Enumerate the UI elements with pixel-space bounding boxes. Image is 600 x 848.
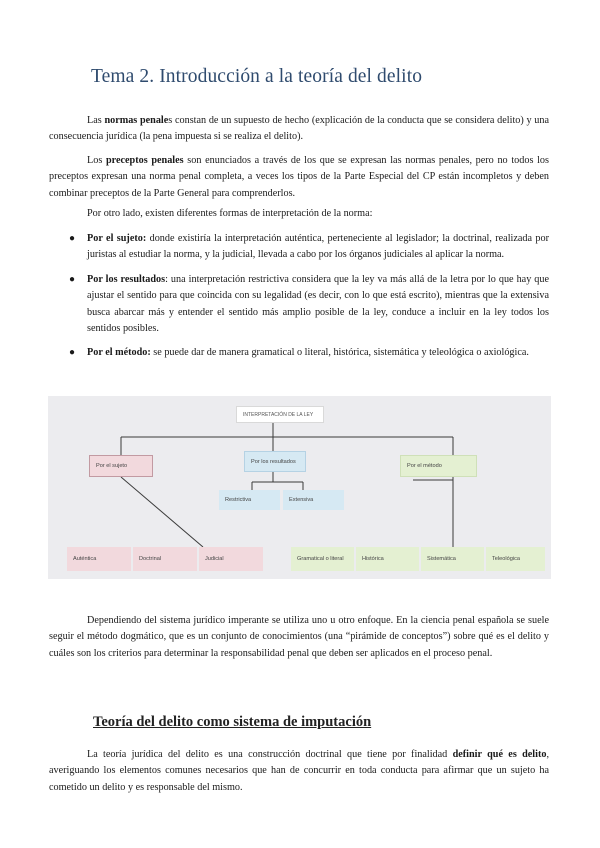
diagram-node-resultados: Por los resultados (244, 451, 306, 472)
text: s constan de un supuesto de hecho (explicación de la conducta que se considera delito) y una consecuencia jurídica (la pena impuesta si se realiza el delito). (49, 115, 550, 143)
text: Las (87, 115, 105, 126)
diagram-node-gramatical: Gramatical o literal (291, 547, 354, 571)
text: Por otro lado, existen diferentes formas de interpretación de la norma: (87, 208, 373, 219)
paragraph-normas-penales (49, 113, 549, 146)
text: donde existiría la interpretación auténtica, perteneciente al legislador; la doctrinal, realizada por juristas al estudiar la norma, y la judicial, llevada a cabo por los órganos judiciales al aplicar la norma. (87, 233, 549, 261)
bold-term: normas penale (104, 115, 169, 126)
bold-term: definir qué es delito (452, 749, 547, 760)
text: Los (87, 155, 106, 166)
diagram-node-extensiva: Extensiva (283, 490, 344, 510)
list-item (69, 272, 549, 338)
diagram-node-judicial: Judicial (199, 547, 263, 571)
list-item (69, 231, 549, 264)
text: , averiguando los elementos comunes necesarios que han de concurrir en toda conducta para afirmar que un sujeto ha cometido un delito y es responsable del mismo. (49, 749, 549, 793)
paragraph-teoria (49, 747, 549, 796)
section-heading: Teoría del delito como sistema de imputación (93, 714, 372, 730)
paragraph-enfoque (49, 613, 549, 662)
text: La teoría jurídica del delito es una construcción doctrinal que tiene por finalidad (87, 749, 453, 760)
paragraph-interpretacion (49, 206, 549, 222)
bold-term: Por el sujeto: (87, 233, 147, 244)
bold-term: Por el método: (87, 347, 151, 359)
page-title: Tema 2. Introducción a la teoría del delito (91, 66, 423, 87)
diagram-root: INTERPRETACIÓN DE LA LEY (236, 406, 324, 423)
interpretation-list (69, 231, 549, 370)
diagram-node-historica: Histórica (356, 547, 419, 571)
bullet-icon: ● (69, 233, 76, 244)
bold-term: Por los resultados (87, 273, 166, 285)
interpretation-diagram (48, 396, 551, 579)
diagram-node-sujeto: Por el sujeto (89, 455, 153, 477)
list-item (69, 345, 549, 361)
connector (121, 477, 203, 547)
bold-term: preceptos penales (105, 155, 184, 166)
diagram-node-restrictiva: Restrictiva (219, 490, 280, 510)
text: se puede dar de manera gramatical o literal, histórica, sistemática y teleológica o axiológica. (150, 347, 529, 359)
diagram-node-autentica: Auténtica (67, 547, 131, 571)
paragraph-preceptos-penales (49, 153, 549, 202)
bullet-icon: ● (69, 347, 76, 359)
text: son enunciados a través de los que se expresan las normas penales, pero no todos los preceptos expresan una norma penal completa, a veces los tipos de la Parte Especial del CP están incompletos y deben combinar preceptos de la Parte General para comprenderlos. (49, 155, 549, 199)
bullet-icon: ● (69, 273, 76, 285)
diagram-node-teleologica: Teleológica (486, 547, 545, 571)
text: Dependiendo del sistema jurídico imperante se utiliza uno u otro enfoque. En la ciencia penal española se suele seguir el método dogmático, que es un conjunto de conocimientos (una “pirámide de conceptos”) sobre qué es el delito y cuáles son los criterios para determinar la responsabilidad penal que deben ser aplicados en el proceso penal. (49, 615, 549, 659)
diagram-node-sistematica: Sistemática (421, 547, 484, 571)
text: : una interpretación restrictiva considera que la ley va más allá de la letra por lo que hay que ajustar el sentido para que coincida con su legalidad (es decir, con lo que está escrito), mientras que la extensiva busca abarcar más y entender el sentido más amplio posible de la ley, conduce a incluir en la ley todos los sentidos posibles. (87, 273, 549, 335)
diagram-node-doctrinal: Doctrinal (133, 547, 197, 571)
diagram-node-metodo: Por el método (400, 455, 477, 477)
